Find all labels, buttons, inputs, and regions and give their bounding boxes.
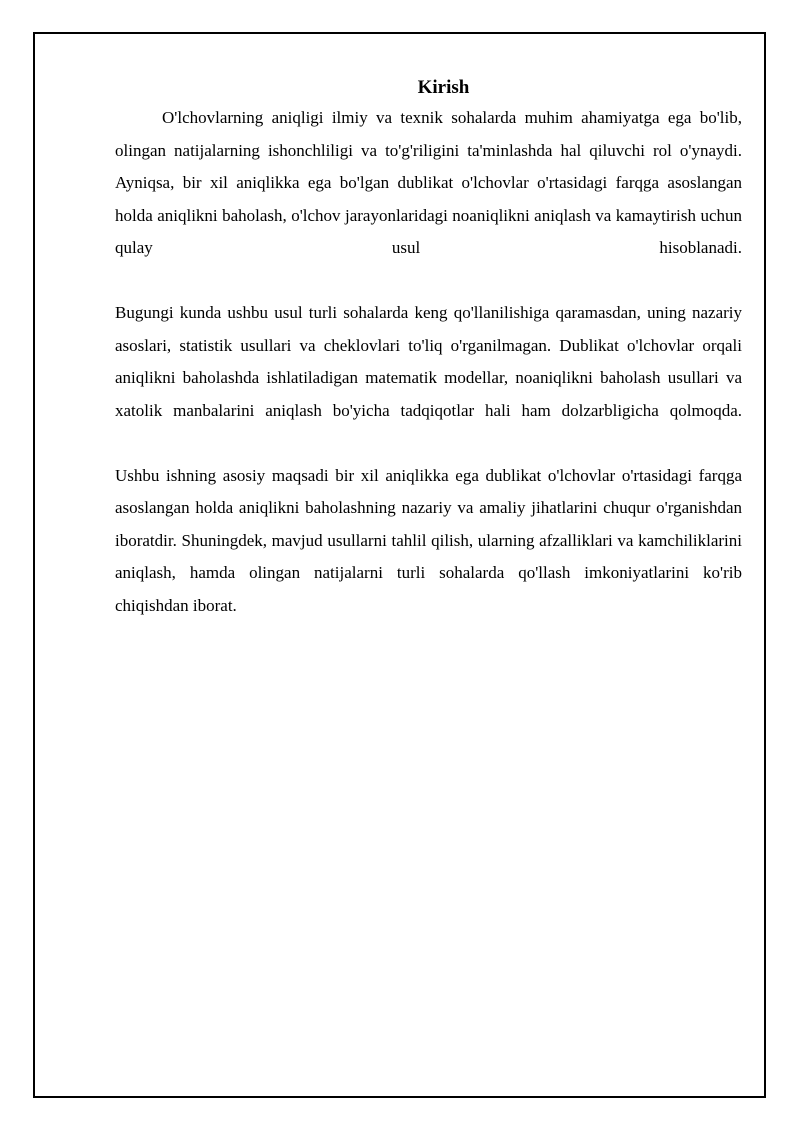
page-title: Kirish xyxy=(417,77,470,98)
paragraph-3: Ushbu ishning asosiy maqsadi bir xil aniqlikka ega dublikat o'lchovlar o'rtasidagi farqga asoslangan holda aniqlikni baholashning nazariy va amaliy jihatlarini chuqur o'rganishdan iboratdir. Shuningdek, mavjud usullarni tahlil qilish, ularning afzalliklari va kamchiliklarini aniqlash, hamda olingan natijalarni turli sohalarda qo'llash imkoniyatlarini ko'rib chiqishdan iborat. xyxy=(115,465,742,615)
document-body xyxy=(115,74,742,622)
paragraph-gap xyxy=(115,427,742,460)
paragraph-2: Bugungi kunda ushbu usul turli sohalarda keng qo'llanilishiga qaramasdan, uning nazariy asoslari, statistik usullari va cheklovlari to'liq o'rganilmagan. Dublikat o'lchovlar orqali aniqlikni baholashda ishlatiladigan matematik modellar, noaniqlikni baholash usullari va xatolik manbalarini aniqlash bo'yicha tadqiqotlar hali ham dolzarbligicha qolmoqda. xyxy=(115,303,742,420)
paragraph-gap xyxy=(115,265,742,298)
paragraph-1: O'lchovlarning aniqligi ilmiy va texnik sohalarda muhim ahamiyatga ega bo'lib, olingan natijalarning ishonchliligi va to'g'riligini ta'minlashda hal qiluvchi rol o'ynaydi. Ayniqsa, bir xil aniqlikka ega bo'lgan dublikat o'lchovlar o'rtasidagi farqga asoslangan holda aniqlikni baholash, o'lchov jarayonlaridagi noaniqlikni aniqlash va kamaytirish uchun qulay usul hisoblanadi. xyxy=(115,108,742,257)
